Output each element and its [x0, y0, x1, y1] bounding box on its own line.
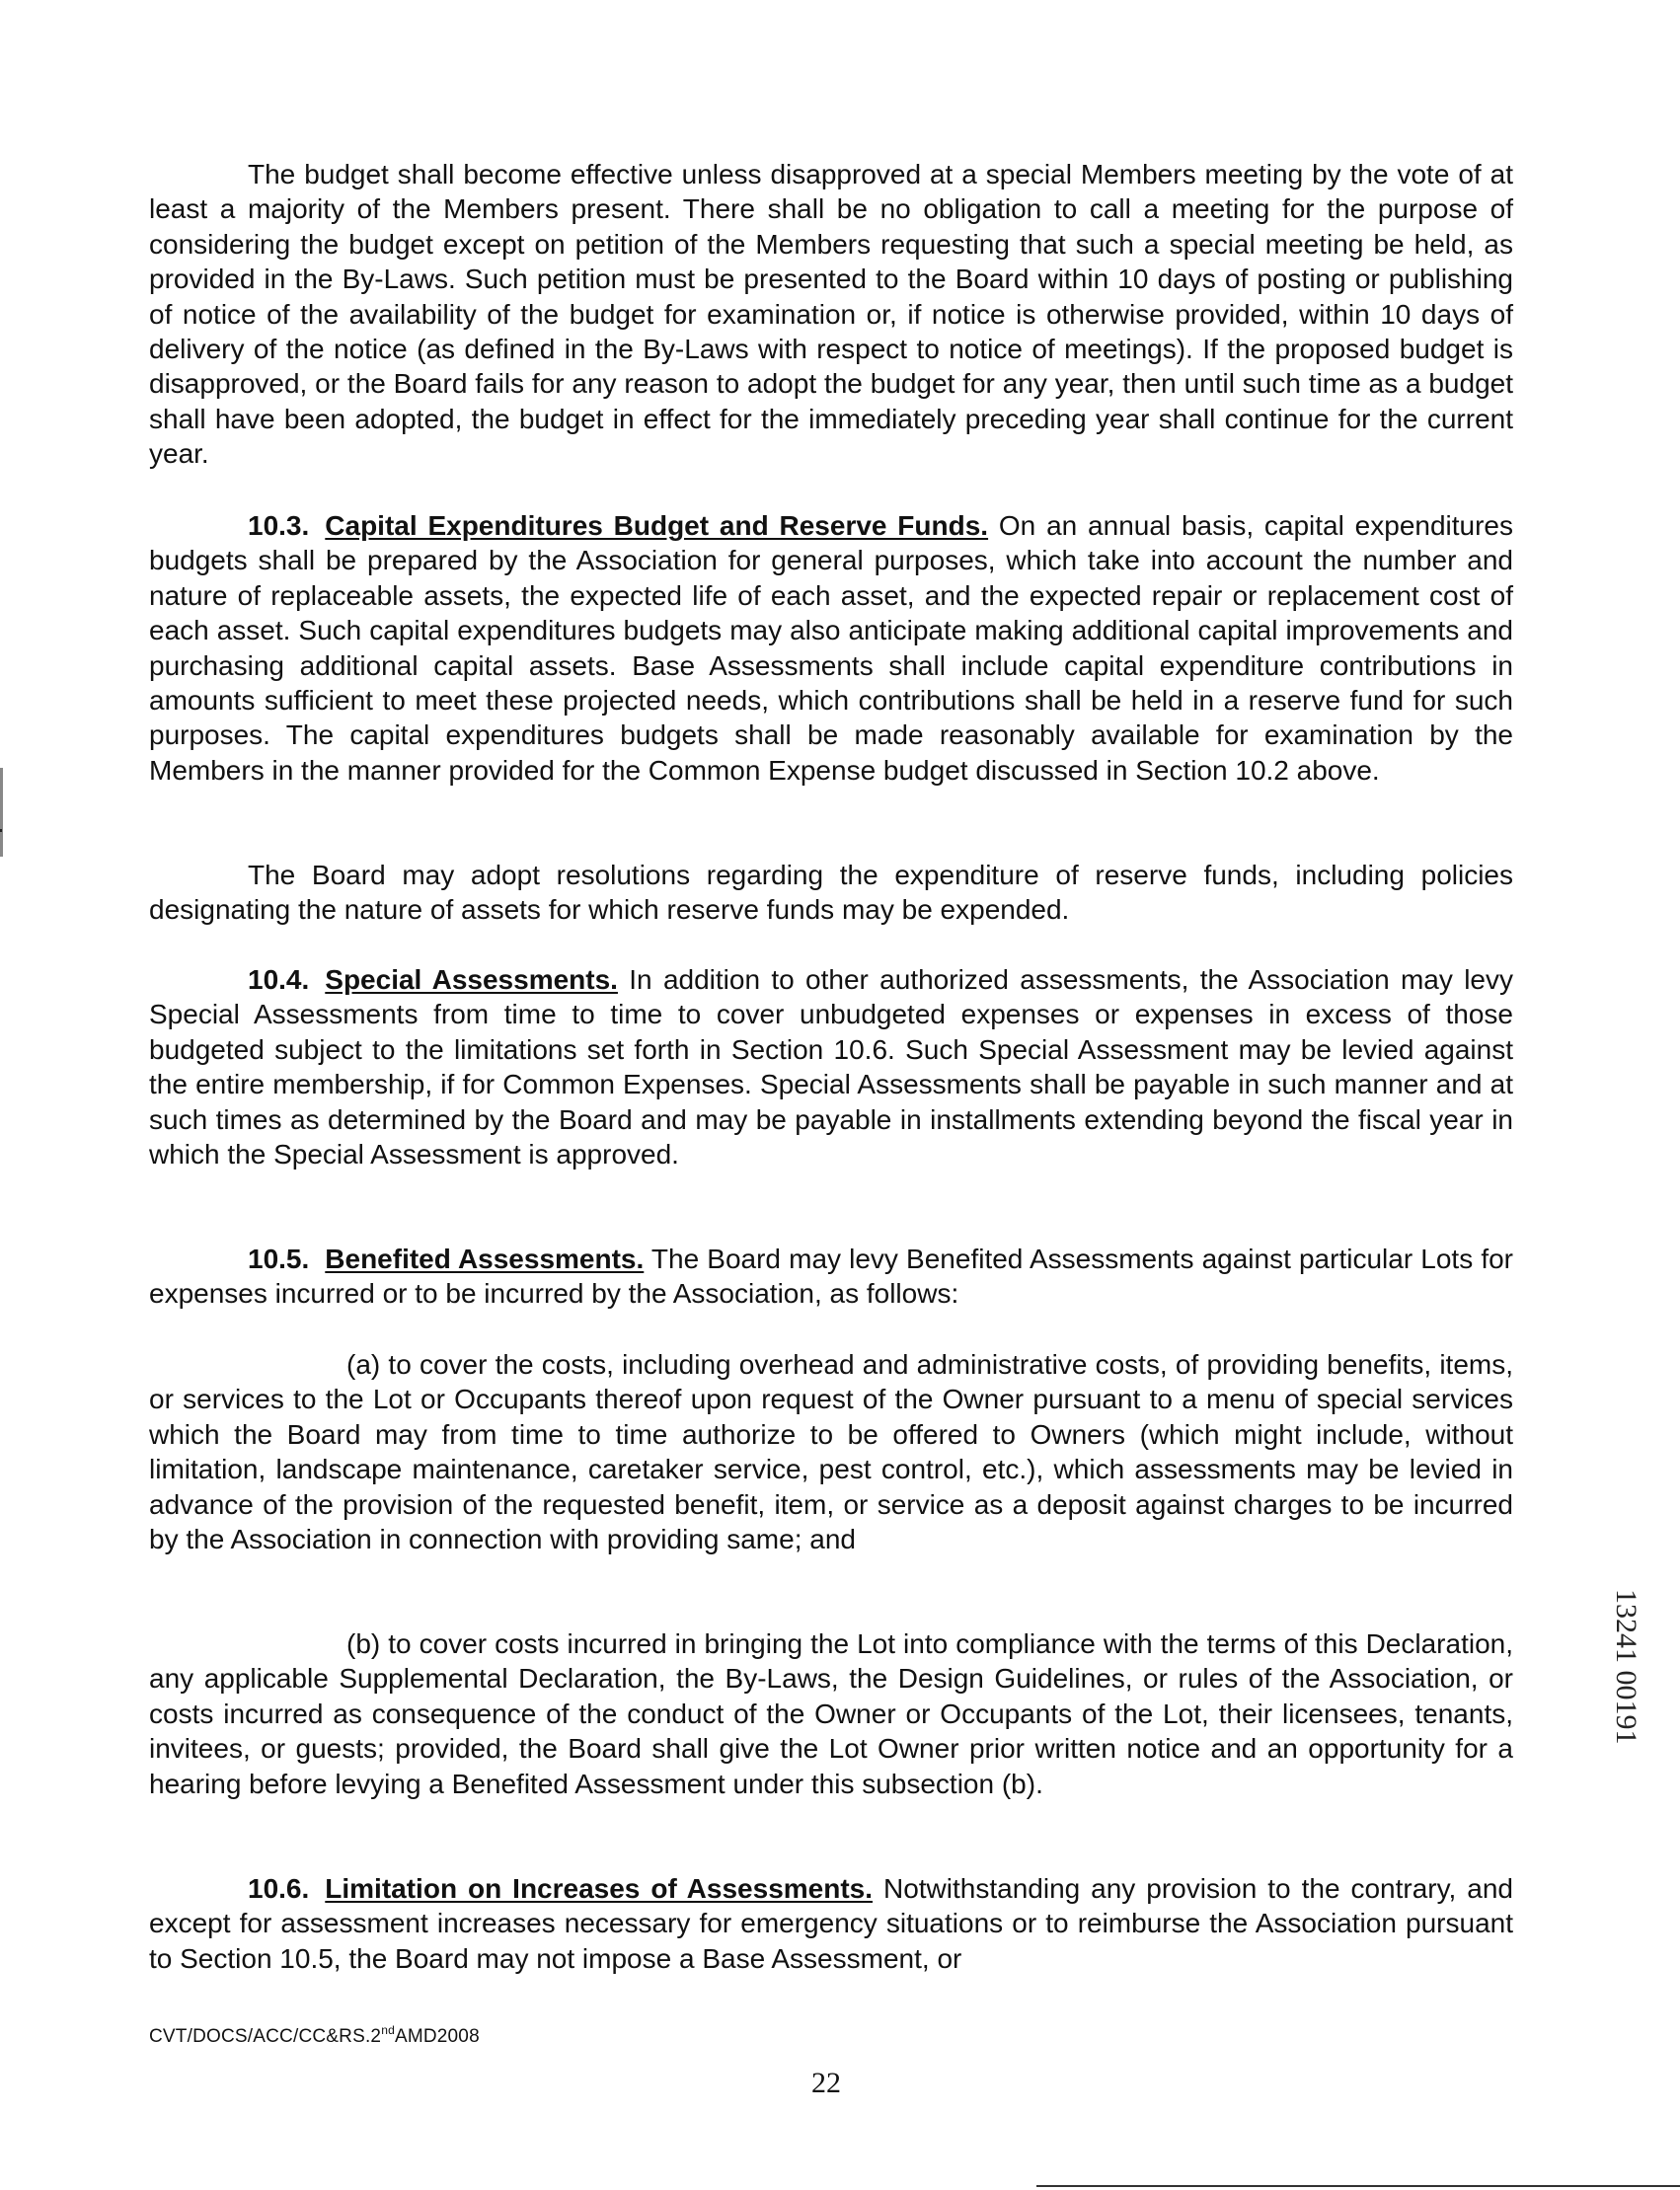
paragraph-text: The Board may adopt resolutions regarding the expenditure of reserve funds, including policies designating the nature of assets for which reserve funds may be expended.	[149, 860, 1513, 926]
section-10-5	[149, 1242, 1513, 1312]
section-title: Benefited Assessments.	[325, 1244, 645, 1274]
section-number: 10.6.	[248, 1873, 310, 1904]
page-number: 22	[811, 2067, 841, 2099]
subsection-a	[149, 1347, 1513, 1556]
section-body: On an annual basis, capital expenditures budgets shall be prepared by the Association for general purposes, which take into account the number and nature of replaceable assets, the expected life of each asset, and the expected repair or replacement cost of each asset. Such capital expenditures budgets may also anticipate making additional capital improvements and purchasing additional capital assets. Base Assessments shall include capital expenditure contributions in amounts sufficient to meet these projected needs, which contributions shall be held in a reserve fund for such purposes. The capital expenditures budgets shall be made reasonably available for examination by the Members in the manner provided for the Common Expense budget discussed in Section 10.2 above.	[149, 510, 1514, 786]
recording-stamp	[1605, 1589, 1644, 1855]
section-title: Capital Expenditures Budget and Reserve Funds.	[325, 510, 989, 541]
paragraph-text: (a) to cover the costs, including overhead and administrative costs, of providing benefits, items, or services to the Lot or Occupants thereof upon request of the Owner pursuant to a menu of special services which the Board may from time to time authorize to be offered to Owners (which might include, without limitation, landscape maintenance, caretaker service, pest control, etc.), which assessments may be levied in advance of the provision of the requested benefit, item, or service as a deposit against charges to be incurred by the Association in connection with providing same; and	[149, 1349, 1513, 1555]
paragraph-text: The budget shall become effective unless disapproved at a special Members meeting by the vote of at least a majority of the Members present. There shall be no obligation to call a meeting for the purpose of considering the budget except on petition of the Members requesting that such a special meeting be held, as provided in the By-Laws. Such petition must be presented to the Board within 10 days of posting or publishing of notice of the availability of the budget for examination or, if notice is otherwise provided, within 10 days of delivery of the notice (as defined in the By-Laws with respect to notice of meetings). If the proposed budget is disapproved, or the Board fails for any reason to adopt the budget for any year, then until such time as a budget shall have been adopted, the budget in effect for the immediately preceding year shall continue for the current year.	[149, 159, 1513, 470]
section-title: Special Assessments.	[325, 964, 618, 995]
scan-bottom-line	[1036, 2185, 1680, 2187]
scan-edge-mark	[0, 768, 3, 857]
recording-stamp-text: 13241 00191	[1610, 1589, 1642, 1745]
paragraph-text: (b) to cover costs incurred in bringing the Lot into compliance with the terms of this Declaration, any applicable Supplemental Declaration, the By-Laws, the Design Guidelines, or rules of the Association, or costs incurred as consequence of the conduct of the Owner or Occupants of the Lot, their licensees, tenants, invitees, or guests; provided, the Board shall give the Lot Owner prior written notice and an opportunity for a hearing before levying a Benefited Assessment under this subsection (b).	[149, 1628, 1513, 1799]
section-10-6	[149, 1871, 1513, 1976]
section-title: Limitation on Increases of Assessments.	[325, 1873, 874, 1904]
paragraph-reserve-funds	[149, 858, 1513, 928]
section-10-3	[149, 508, 1513, 788]
subsection-b	[149, 1626, 1513, 1801]
doc-code-prefix: CVT/DOCS/ACC/CC&RS.2	[149, 2026, 382, 2047]
doc-code-suffix: AMD2008	[394, 2026, 480, 2047]
section-body: Notwithstanding any provision to the contrary, and except for assessment increases necessary for emergency situations or to reimburse the Association pursuant to Section 10.5, the Board may not impose a Base Assessment, or	[149, 1873, 1513, 1974]
footer-doc-code	[149, 2023, 480, 2048]
doc-code-sup: nd	[381, 2023, 395, 2037]
section-number: 10.5.	[248, 1244, 310, 1274]
section-number: 10.4.	[248, 964, 310, 995]
scan-edge-mark	[0, 829, 2, 832]
recording-stamp-graphic	[1605, 1589, 1644, 1855]
paragraph-budget-effective	[149, 157, 1513, 472]
section-body: The Board may levy Benefited Assessments against particular Lots for expenses incurred or to be incurred by the Association, as follows:	[149, 1244, 1513, 1310]
section-10-4	[149, 962, 1513, 1171]
section-body: In addition to other authorized assessments, the Association may levy Special Assessments from time to time to cover unbudgeted expenses or expenses in excess of those budgeted subject to the limitations set forth in Section 10.6. Such Special Assessment may be levied against the entire membership, if for Common Expenses. Special Assessments shall be payable in such manner and at such times as determined by the Board and may be payable in installments extending beyond the fiscal year in which the Special Assessment is approved.	[149, 964, 1513, 1171]
section-number: 10.3.	[248, 510, 310, 541]
